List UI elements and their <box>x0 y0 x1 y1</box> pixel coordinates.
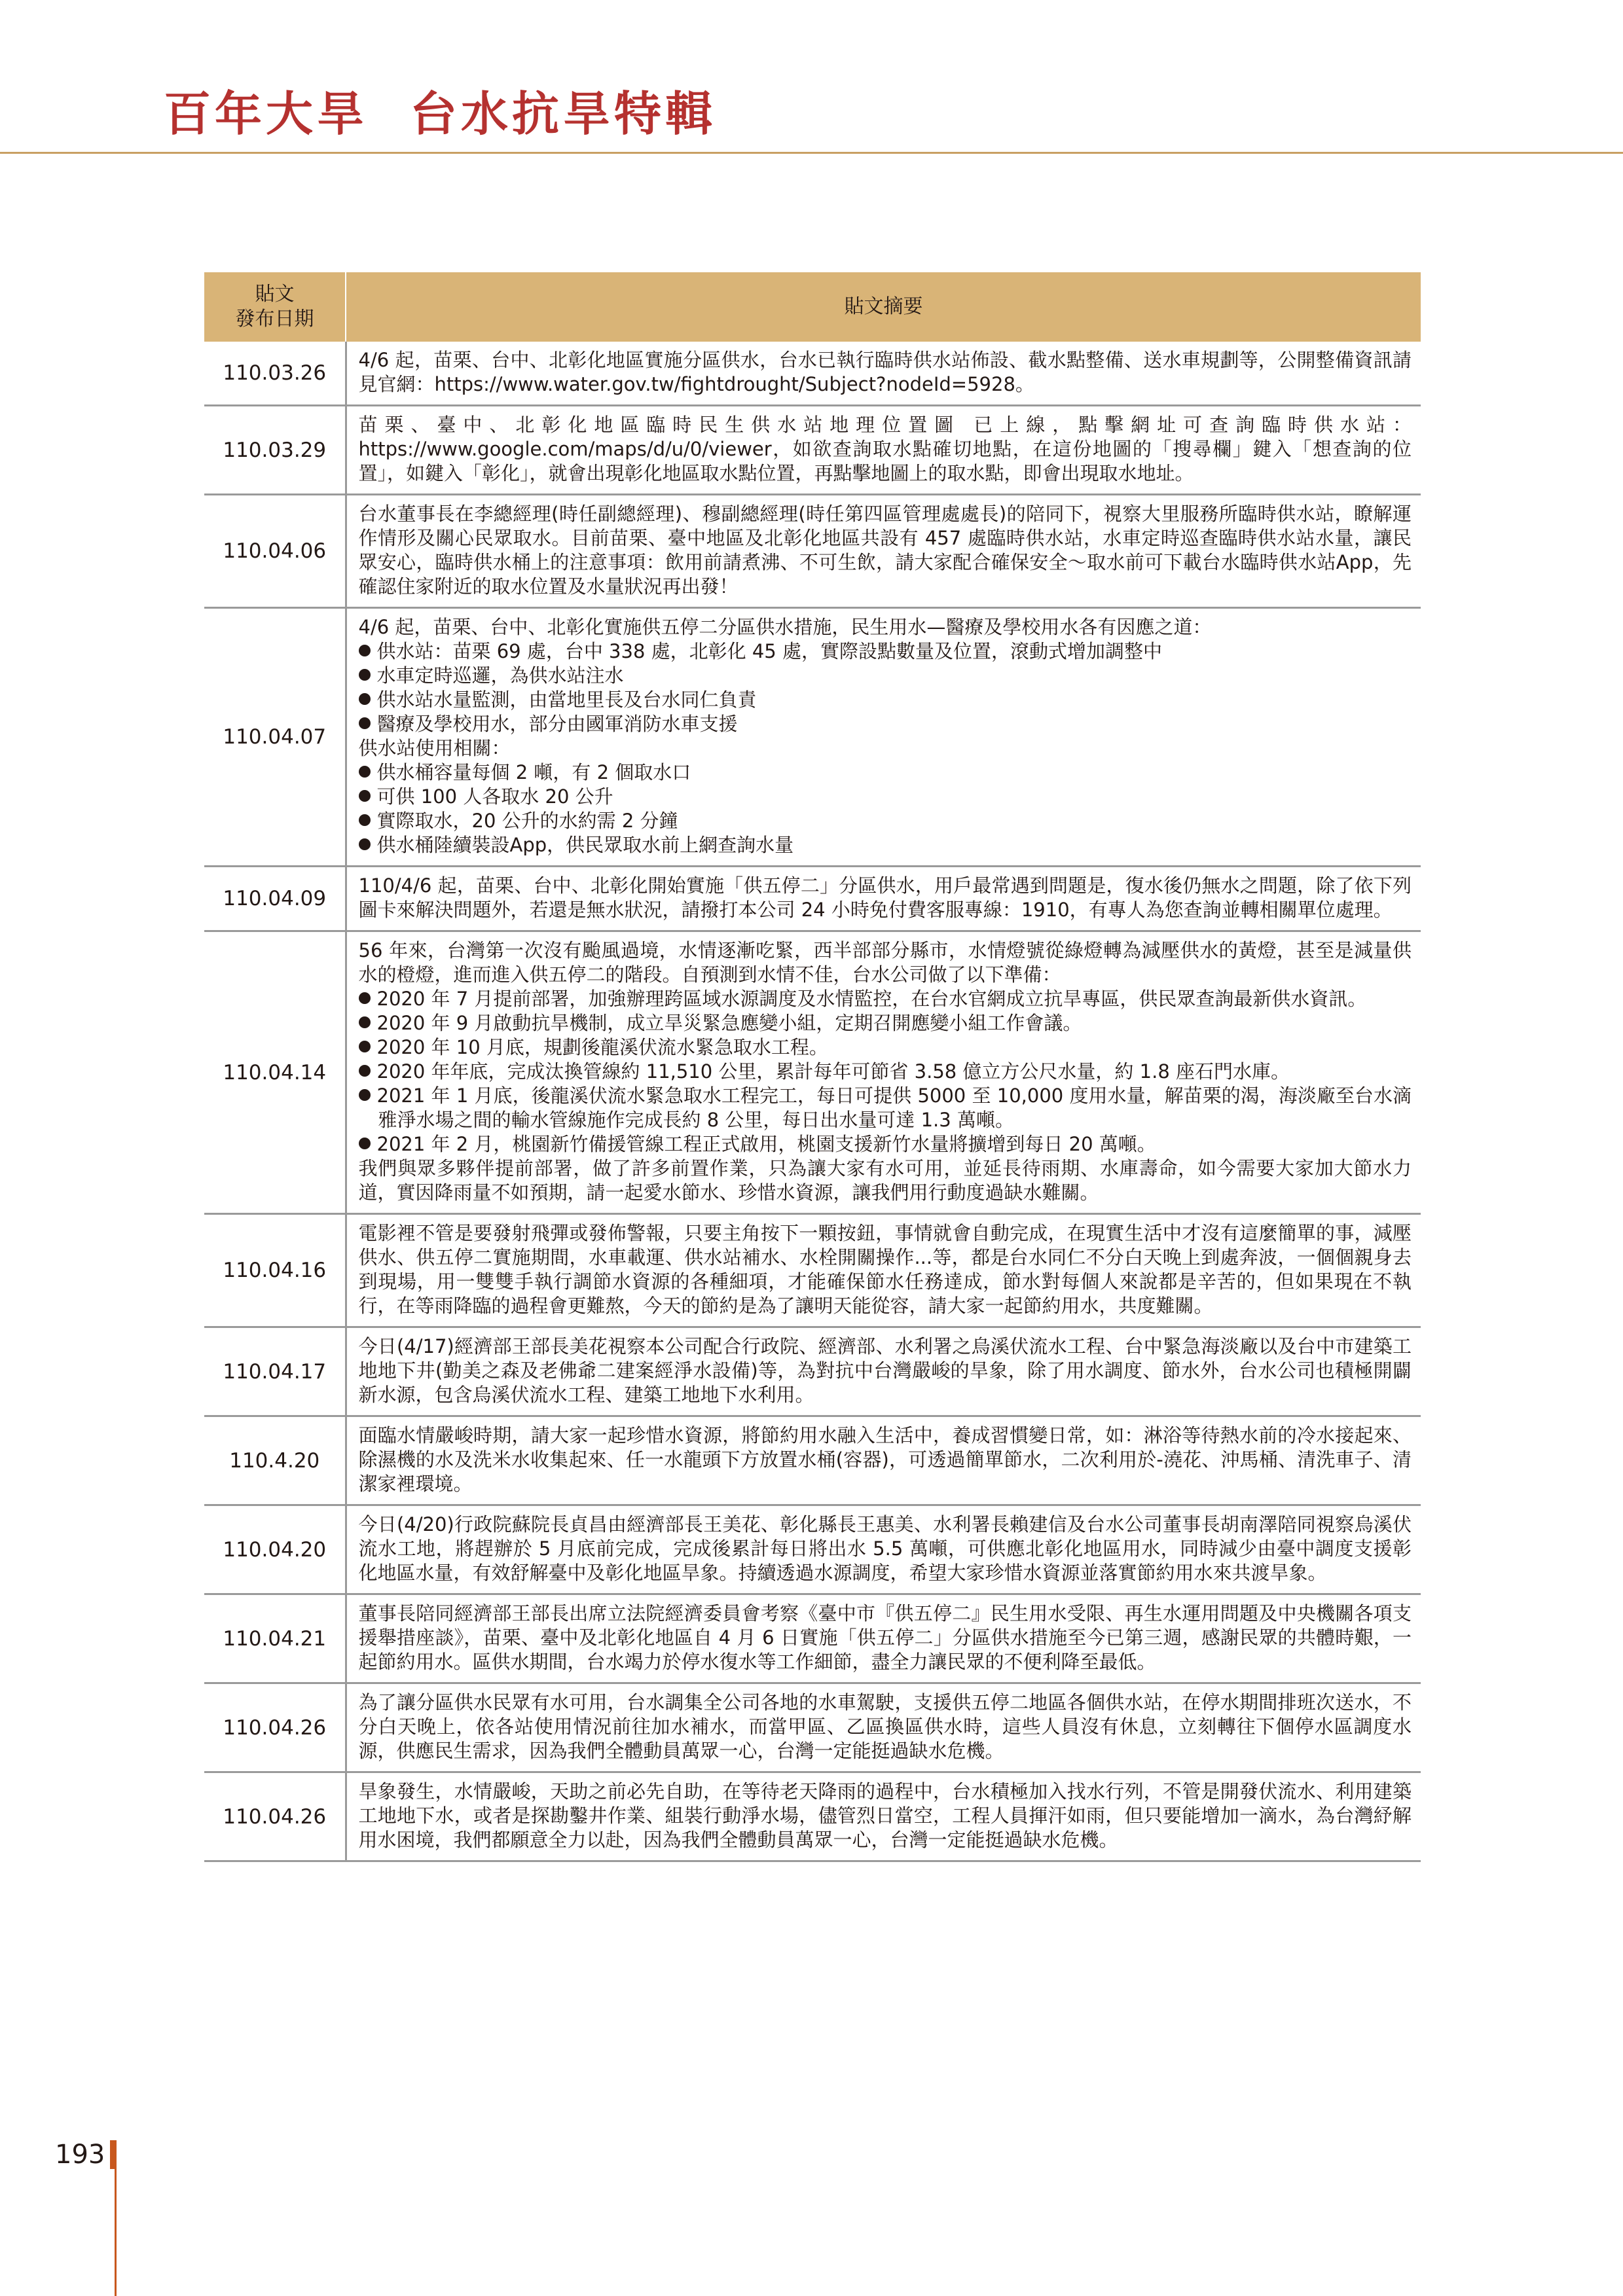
table-row <box>204 1772 1421 1861</box>
post-summary <box>346 1772 1421 1861</box>
table-row <box>204 931 1421 1214</box>
summary-text: 供水桶容量每個 2 噸，有 2 個取水口 <box>376 761 691 783</box>
summary-paragraph <box>359 348 1412 397</box>
post-summary <box>346 608 1421 867</box>
bullet-dot-icon <box>359 838 371 850</box>
summary-paragraph <box>359 1335 1412 1407</box>
table-row <box>204 406 1421 495</box>
summary-text: 台水董事長在李總經理(時任副總經理)、穆副總經理(時任第四區管理處處長)的陪同下，視察大里服務所臨時供水站，瞭解運作情形及關心民眾取水。目前苗栗、臺中地區及北彰化地區共設有 457 處臨時供水站，水車定時巡查臨時供水站水量，讓民眾安心，臨時供水桶上的注意事項：飲用前請煮沸、不可生飲，請大家配合確保安全～取水前可下載台水臨時供水站App，先確認住家附近的取水位置及水量狀況再出發！ <box>358 503 1412 598</box>
summary-text: 今日(4/17)經濟部王部長美花視察本公司配合行政院、經濟部、水利署之烏溪伏流水工程、台中緊急海淡廠以及台中市建築工地地下井(勤美之森及老佛爺二建案經淨水設備)等，為對抗中台灣嚴峻的旱象，除了用水調度、節水外，台水公司也積極開闢新水源，包含烏溪伏流水工程、建築工地地下水利用。 <box>358 1335 1412 1406</box>
column-header-summary: 貼文摘要 <box>346 272 1421 342</box>
header-title-part1: 百年大旱 <box>164 86 369 141</box>
summary-bullet-item <box>359 785 1412 809</box>
bullet-dot-icon <box>359 1041 371 1052</box>
post-date: 110.04.14 <box>204 931 346 1214</box>
table-row <box>204 608 1421 867</box>
bullet-dot-icon <box>359 766 371 778</box>
post-summary <box>346 1327 1421 1416</box>
page-number-marker <box>110 2140 117 2169</box>
table-row <box>204 1683 1421 1772</box>
bullet-dot-icon <box>359 669 371 681</box>
summary-text: 旱象發生，水情嚴峻，天助之前必先自助，在等待老天降雨的過程中，台水積極加入找水行列，不管是開發伏流水、利用建築工地地下水，或者是探勘鑿井作業、組裝行動淨水場，儘管烈日當空，工程人員揮汗如雨，但只要能增加一滴水，為台灣紓解用水困境，我們都願意全力以赴，因為我們全體動員萬眾一心，台灣一定能挺過缺水危機。 <box>358 1780 1412 1851</box>
summary-paragraph <box>359 615 1412 639</box>
summary-bullet-item <box>359 1084 1412 1132</box>
summary-text: 2021 年 2 月，桃園新竹備援管線工程正式啟用，桃園支援新竹水量將擴增到每日 20 萬噸。 <box>376 1133 1156 1155</box>
summary-text: 供水站水量監測，由當地里長及台水同仁負責 <box>376 689 757 711</box>
summary-text: 2020 年 10 月底，規劃後龍溪伏流水緊急取水工程。 <box>376 1036 828 1058</box>
bullet-dot-icon <box>359 1016 371 1028</box>
table-row <box>204 1214 1421 1327</box>
bullet-dot-icon <box>359 992 371 1004</box>
summary-bullet-item <box>359 1035 1412 1060</box>
post-summary <box>346 342 1421 406</box>
post-date: 110.04.26 <box>204 1772 346 1861</box>
summary-text: 供水桶陸續裝設App，供民眾取水前上網查詢水量 <box>376 834 794 856</box>
table-row <box>204 1416 1421 1505</box>
bullet-dot-icon <box>359 1089 371 1101</box>
summary-text: 水車定時巡邏，為供水站注水 <box>376 664 624 687</box>
column-header-date-line1: 貼文 <box>255 283 295 306</box>
post-date: 110.04.26 <box>204 1683 346 1772</box>
summary-text: 今日(4/20)行政院蘇院長貞昌由經濟部長王美花、彰化縣長王惠美、水利署長賴建信及台水公司董事長胡南澤陪同視察烏溪伏流水工地，將趕辦於 5 月底前完成，完成後累計每日將出水 5.5 萬噸，可供應北彰化地區用水，同時減少由臺中調度支援彰化地區水量，有效舒解臺中及彰化地區旱象。持續透過水源調度，希望大家珍惜水資源並落實節約用水來共渡旱象。 <box>358 1513 1412 1584</box>
post-date: 110.04.16 <box>204 1214 346 1327</box>
table-body <box>204 342 1421 1861</box>
table-row <box>204 495 1421 608</box>
post-date: 110.4.20 <box>204 1416 346 1505</box>
summary-paragraph <box>359 413 1412 486</box>
post-date: 110.04.21 <box>204 1594 346 1683</box>
summary-text: 2020 年年底，完成汰換管線約 11,510 公里，累計每年可節省 3.58 億立方公尺水量，約 1.8 座石門水庫。 <box>376 1060 1290 1083</box>
post-summary <box>346 867 1421 931</box>
page-header-title <box>164 86 717 141</box>
summary-bullet-item <box>359 639 1412 664</box>
summary-text: 4/6 起，苗栗、台中、北彰化實施供五停二分區供水措施，民生用水—醫療及學校用水各有因應之道： <box>358 616 1212 638</box>
post-date: 110.03.26 <box>204 342 346 406</box>
summary-bullet-item <box>359 1060 1412 1084</box>
summary-text: 實際取水，20 公升的水約需 2 分鐘 <box>376 810 678 832</box>
table-row <box>204 867 1421 931</box>
page-margin-rule <box>115 2168 117 2296</box>
column-header-date <box>204 272 346 342</box>
post-summary <box>346 931 1421 1214</box>
summary-bullet-item <box>359 664 1412 688</box>
summary-text: 為了讓分區供水民眾有水可用，台水調集全公司各地的水車駕駛，支援供五停二地區各個供水站，在停水期間排班次送水，不分白天晚上，依各站使用情況前往加水補水，而當甲區、乙區換區供水時，這些人員沒有休息，立刻轉往下個停水區調度水源，供應民生需求，因為我們全體動員萬眾一心，台灣一定能挺過缺水危機。 <box>358 1691 1412 1762</box>
summary-paragraph <box>359 1513 1412 1585</box>
page-number: 193 <box>55 2140 105 2170</box>
post-summary <box>346 1594 1421 1683</box>
summary-bullet-item <box>359 987 1412 1011</box>
summary-paragraph <box>359 736 1412 761</box>
summary-paragraph <box>359 1424 1412 1496</box>
summary-text: 56 年來，台灣第一次沒有颱風過境，水情逐漸吃緊，西半部部分縣市，水情燈號從綠燈轉為減壓供水的黃燈，甚至是減量供水的橙燈，進而進入供五停二的階段。自預測到水情不佳，台水公司做了以下準備： <box>358 939 1412 986</box>
table-header-row <box>204 272 1421 342</box>
summary-paragraph <box>359 939 1412 987</box>
post-date: 110.04.17 <box>204 1327 346 1416</box>
table-row <box>204 1594 1421 1683</box>
post-summary <box>346 1505 1421 1594</box>
summary-text: 苗栗、臺中、北彰化地區臨時民生供水站地理位置圖 已上線，點擊網址可查詢臨時供水站：https://www.google.com/maps/d/u/0/viewer，如欲查詢取水點確切地點，在這份地圖的「搜尋欄」鍵入「想查詢的位置」，如鍵入「彰化」，就會出現彰化地區取水點位置，再點擊地圖上的取水點，即會出現取水地址。 <box>358 414 1412 484</box>
post-date: 110.04.20 <box>204 1505 346 1594</box>
summary-paragraph <box>359 1221 1412 1318</box>
summary-text: 供水站：苗栗 69 處，台中 338 處，北彰化 45 處，實際設點數量及位置，滾動式增加調整中 <box>376 640 1162 662</box>
summary-text: 我們與眾多夥伴提前部署，做了許多前置作業，只為讓大家有水可用，並延長待雨期、水庫壽命，如今需要大家加大節水力道，實因降雨量不如預期，請一起愛水節水、珍惜水資源，讓我們用行動度過缺水難關。 <box>358 1157 1412 1204</box>
summary-text: 2020 年 9 月啟動抗旱機制，成立旱災緊急應變小組，定期召開應變小組工作會議。 <box>376 1012 1082 1034</box>
header-divider <box>0 152 1623 154</box>
summary-text: 面臨水情嚴峻時期，請大家一起珍惜水資源，將節約用水融入生活中，養成習慣變日常，如：淋浴等待熱水前的冷水接起來、除濕機的水及洗米水收集起來、任一水龍頭下方放置水桶(容器)，可透過簡單節水，二次利用於-澆花、沖馬桶、清洗車子、清潔家裡環境。 <box>358 1424 1412 1495</box>
summary-bullet-item <box>359 761 1412 785</box>
summary-text: 電影裡不管是要發射飛彈或發佈警報，只要主角按下一顆按鈕，事情就會自動完成，在現實生活中才沒有這麼簡單的事，減壓供水、供五停二實施期間，水車載運、供水站補水、水栓開關操作...等，都是台水同仁不分白天晚上到處奔波，一個個親身去到現場，用一雙雙手執行調節水資源的各種細項，才能確保節水任務達成，節水對每個人來說都是辛苦的，但如果現在不執行，在等雨降臨的過程會更難熬，今天的節約是為了讓明天能從容，請大家一起節約用水，共度難關。 <box>358 1222 1412 1317</box>
summary-bullet-item <box>359 1011 1412 1035</box>
bullet-dot-icon <box>359 1065 371 1077</box>
summary-text: 可供 100 人各取水 20 公升 <box>376 785 613 808</box>
summary-text: 供水站使用相關： <box>358 737 511 759</box>
summary-text: 2020 年 7 月提前部署，加強辦理跨區域水源調度及水情監控，在台水官網成立抗旱專區，供民眾查詢最新供水資訊。 <box>376 988 1367 1010</box>
bullet-dot-icon <box>359 790 371 802</box>
summary-text: 2021 年 1 月底，後龍溪伏流水緊急取水工程完工，每日可提供 5000 至 10,000 度用水量，解苗栗的渴，海淡廠至台水滴雅淨水場之間的輸水管線施作完成長約 8 公里，每日出水量可達 1.3 萬噸。 <box>376 1085 1412 1131</box>
summary-paragraph <box>359 1780 1412 1852</box>
post-date: 110.04.06 <box>204 495 346 608</box>
post-date: 110.03.29 <box>204 406 346 495</box>
bullet-dot-icon <box>359 717 371 729</box>
summary-bullet-item <box>359 1132 1412 1157</box>
bullet-dot-icon <box>359 1138 371 1149</box>
summary-bullet-item <box>359 688 1412 712</box>
bullet-dot-icon <box>359 693 371 705</box>
post-summary <box>346 406 1421 495</box>
summary-paragraph <box>359 502 1412 599</box>
post-summary <box>346 495 1421 608</box>
table-row <box>204 342 1421 406</box>
bullet-dot-icon <box>359 814 371 826</box>
post-summary <box>346 1683 1421 1772</box>
summary-bullet-item <box>359 712 1412 736</box>
post-summary <box>346 1214 1421 1327</box>
summary-paragraph <box>359 1602 1412 1674</box>
summary-text: 醫療及學校用水，部分由國軍消防水車支援 <box>376 713 738 735</box>
column-header-date-line2: 發布日期 <box>235 308 314 331</box>
post-date: 110.04.09 <box>204 867 346 931</box>
post-date: 110.04.07 <box>204 608 346 867</box>
bullet-dot-icon <box>359 645 371 656</box>
summary-bullet-item <box>359 809 1412 833</box>
summary-paragraph <box>359 1691 1412 1763</box>
summary-text: 110/4/6 起，苗栗、台中、北彰化開始實施「供五停二」分區供水，用戶最常遇到問題是，復水後仍無水之問題，除了依下列圖卡來解決問題外，若還是無水狀況，請撥打本公司 24 小時免付費客服專線：1910，有專人為您查詢並轉相關單位處理。 <box>358 874 1412 921</box>
summary-paragraph <box>359 1157 1412 1205</box>
post-summary <box>346 1416 1421 1505</box>
summary-text: 4/6 起，苗栗、台中、北彰化地區實施分區供水，台水已執行臨時供水站佈設、截水點整備、送水車規劃等，公開整備資訊請見官網：https://www.water.gov.tw/fightdrought/Subject?nodeId=5928。 <box>358 349 1412 395</box>
table-row <box>204 1327 1421 1416</box>
table-row <box>204 1505 1421 1594</box>
header-title-part2: 台水抗旱特輯 <box>410 86 717 141</box>
summary-text: 董事長陪同經濟部王部長出席立法院經濟委員會考察《臺中市『供五停二』民生用水受限、再生水運用問題及中央機關各項支援舉措座談》，苗栗、臺中及北彰化地區自 4 月 6 日實施「供五停二」分區供水措施至今已第三週，感謝民眾的共體時艱，一起節約用水。區供水期間，台水竭力於停水復水等工作細節，盡全力讓民眾的不便利降至最低。 <box>358 1602 1412 1673</box>
summary-bullet-item <box>359 833 1412 857</box>
posts-table <box>204 272 1421 1862</box>
summary-paragraph <box>359 874 1412 922</box>
